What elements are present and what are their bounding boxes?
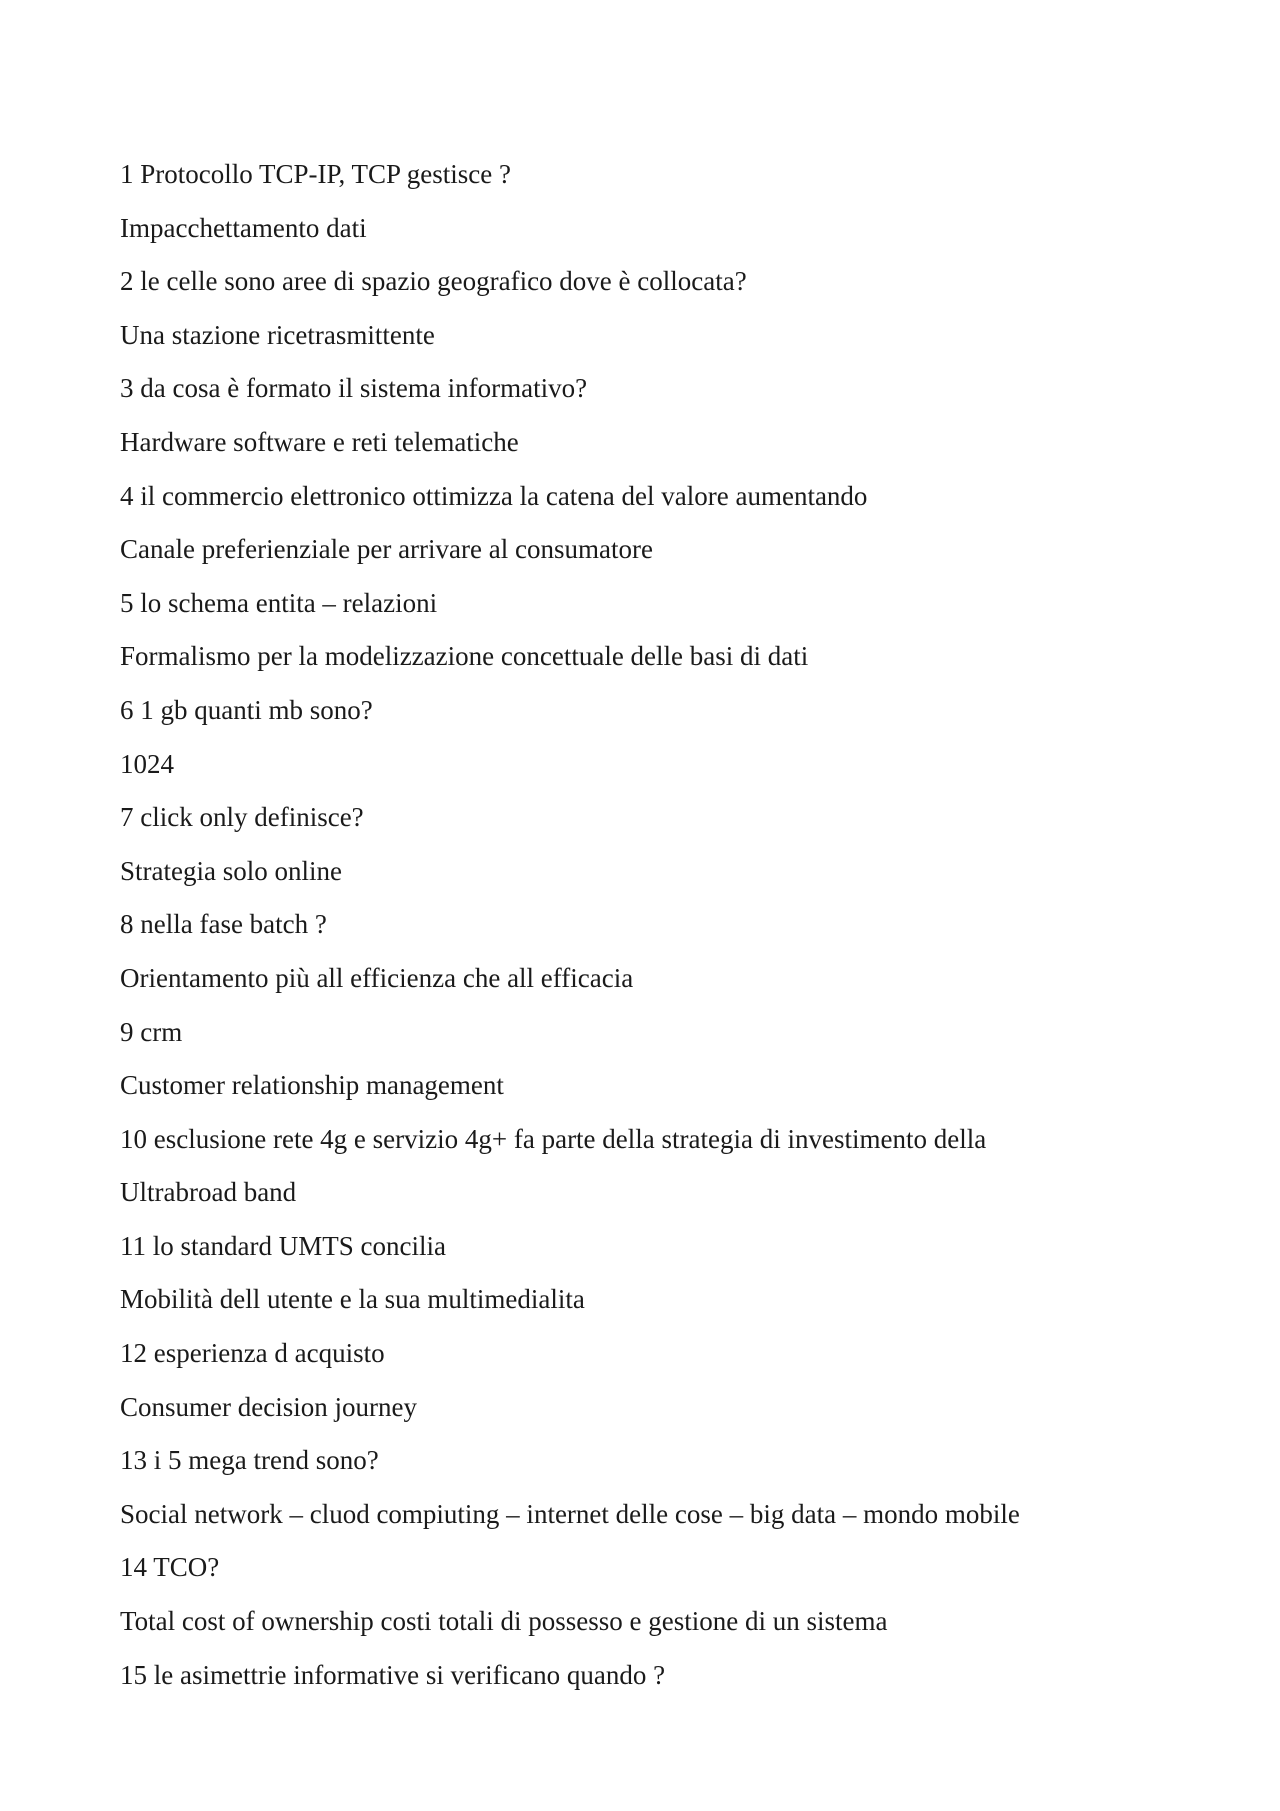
answer-13: Social network – cluod compiuting – internet delle cose – big data – mondo mobile (120, 1498, 1020, 1529)
answer-14: Total cost of ownership costi totali di possesso e gestione di un sistema (120, 1606, 888, 1637)
question-7: 7 click only definisce? (120, 802, 364, 833)
question-8: 8 nella fase batch ? (120, 909, 327, 940)
answer-10: Ultrabroad band (120, 1177, 297, 1208)
question-5: 5 lo schema entita – relazioni (120, 587, 438, 618)
answer-2: Una stazione ricetrasmittente (120, 319, 435, 350)
answer-6: 1024 (120, 748, 174, 779)
answer-11: Mobilità dell utente e la sua multimedialita (120, 1284, 585, 1315)
answer-7: Strategia solo online (120, 855, 342, 886)
question-10: 10 esclusione rete 4g e servizio 4g+ fa parte della strategia di investimento della (120, 1123, 987, 1154)
answer-4: Canale preferienziale per arrivare al consumatore (120, 534, 653, 565)
question-11: 11 lo standard UMTS concilia (120, 1230, 446, 1261)
question-15: 15 le asimettrie informative si verificano quando ? (120, 1659, 666, 1690)
question-13: 13 i 5 mega trend sono? (120, 1445, 379, 1476)
question-4: 4 il commercio elettronico ottimizza la catena del valore aumentando (120, 480, 868, 511)
question-2: 2 le celle sono aree di spazio geografico dove è collocata? (120, 266, 747, 297)
answer-8: Orientamento più all efficienza che all efficacia (120, 962, 634, 993)
document-body (120, 148, 1180, 1702)
answer-3: Hardware software e reti telematiche (120, 426, 519, 457)
question-1: 1 Protocollo TCP-IP, TCP gestisce ? (120, 159, 512, 189)
answer-1: Impacchettamento dati (120, 212, 367, 243)
question-9: 9 crm (120, 1016, 183, 1047)
question-3: 3 da cosa è formato il sistema informativo? (120, 373, 588, 404)
question-6: 6 1 gb quanti mb sono? (120, 694, 373, 725)
question-14: 14 TCO? (120, 1552, 220, 1583)
answer-5: Formalismo per la modelizzazione concettuale delle basi di dati (120, 641, 809, 672)
answer-9: Customer relationship management (120, 1070, 504, 1101)
answer-12: Consumer decision journey (120, 1391, 417, 1422)
question-12: 12 esperienza d acquisto (120, 1338, 385, 1369)
